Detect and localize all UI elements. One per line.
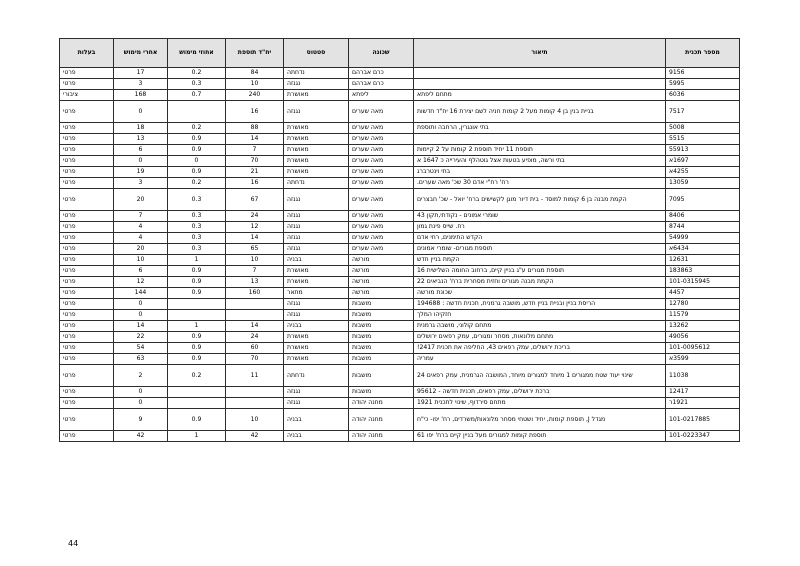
cell-realization-percent: 0.9 [168,145,226,156]
cell-ownership: פרטי [60,178,114,189]
cell-added-units: 67 [226,189,284,211]
cell-realization-percent: 0.9 [168,354,226,365]
cell-added-units: 84 [226,68,284,79]
cell-status: נגנזה [284,79,349,90]
page-number: 44 [68,539,79,548]
cell-ownership: פרטי [60,299,114,310]
cell-neighborhood: מורשה [349,266,414,277]
table-row[interactable] [60,222,740,233]
cell-neighborhood: מושבות [349,321,414,332]
cell-status: מאושרת [284,156,349,167]
cell-added-units: 70 [226,156,284,167]
cell-after-realization: 2 [114,365,168,387]
cell-plan-number: 12780 [666,299,740,310]
cell-realization-percent: 0.2 [168,68,226,79]
cell-plan-number: 54999 [666,233,740,244]
cell-added-units [226,398,284,409]
cell-status: נדחתה [284,68,349,79]
table-row[interactable] [60,79,740,90]
cell-realization-percent: 0.3 [168,222,226,233]
cell-description: תוספת קומות למגורים מעל בניין קיים ברח' יפו 61 [414,431,666,442]
table-row[interactable] [60,101,740,123]
cell-added-units: 14 [226,321,284,332]
cell-description: שינוי יעוד שטח ממגורים 1 מיוחד למגורים מיוחד, המושבה הגרמנית, עמק רפאים 24 [414,365,666,387]
table-row[interactable] [60,266,740,277]
cell-description: מגדל J, תוספת קומות, יחיד ושטחי מסחר מלונאות/משרדים, רח' יפו- כי"ח [414,409,666,431]
cell-status: נגנזה [284,387,349,398]
cell-status: מאושרת [284,123,349,134]
cell-neighborhood: מאה שערים [349,156,414,167]
cell-plan-number: 1921ר [666,398,740,409]
cell-description: רח' רח"י אדם 30 שכ' מאה שערים. [414,178,666,189]
cell-ownership: פרטי [60,431,114,442]
cell-plan-number: 101-0095612 [666,343,740,354]
cell-plan-number: 101-0217885 [666,409,740,431]
cell-description: בתי ורשה, מופיע בטעות אצל גוטהלף והעירייה כ 1647 א [414,156,666,167]
cell-after-realization: 20 [114,189,168,211]
cell-realization-percent: 0.9 [168,266,226,277]
cell-status: בבניה [284,409,349,431]
table-row[interactable] [60,354,740,365]
column-header-plan-number: מספר תכנית [666,39,740,68]
cell-after-realization: 18 [114,123,168,134]
cell-added-units [226,310,284,321]
cell-plan-number: 8406 [666,211,740,222]
cell-added-units: 7 [226,145,284,156]
cell-plan-number: 6434א [666,244,740,255]
cell-after-realization: 0 [114,310,168,321]
cell-added-units: 14 [226,233,284,244]
cell-after-realization: 3 [114,79,168,90]
cell-status: מתאר [284,288,349,299]
cell-description: בתי אונגרין, הרחבה ותוספת [414,123,666,134]
cell-added-units: 13 [226,277,284,288]
cell-plan-number: 1697א [666,156,740,167]
cell-realization-percent: 0.2 [168,365,226,387]
cell-neighborhood: מחנה יהודה [349,431,414,442]
cell-added-units [226,299,284,310]
table-row[interactable] [60,145,740,156]
cell-added-units: 21 [226,167,284,178]
cell-neighborhood: מורשה [349,277,414,288]
cell-after-realization: 144 [114,288,168,299]
cell-ownership: פרטי [60,277,114,288]
cell-description: בתי וינטרברג [414,167,666,178]
table-row[interactable] [60,387,740,398]
cell-after-realization: 63 [114,354,168,365]
cell-plan-number: 7095 [666,189,740,211]
cell-after-realization: 3 [114,178,168,189]
cell-realization-percent: 0.3 [168,233,226,244]
cell-realization-percent: 0 [168,156,226,167]
cell-description: שכונת מורשה [414,288,666,299]
cell-status: נגנזה [284,189,349,211]
cell-ownership: פרטי [60,365,114,387]
table-row[interactable] [60,299,740,310]
cell-neighborhood: מושבות [349,332,414,343]
cell-realization-percent: 1 [168,255,226,266]
table-row[interactable] [60,255,740,266]
cell-neighborhood: מאה שערים [349,211,414,222]
cell-after-realization: 17 [114,68,168,79]
cell-description [414,79,666,90]
cell-description: ברכת ירושלים, עמק רפאים, תכנית חדשה - 95612 [414,387,666,398]
cell-status: נגנזה [284,211,349,222]
cell-status: נגנזה [284,101,349,123]
cell-plan-number: 5008 [666,123,740,134]
table-row[interactable] [60,310,740,321]
cell-realization-percent [168,101,226,123]
cell-added-units: 16 [226,101,284,123]
cell-description: בריכת ירושלים, עמק רפאים 43, החליפה את תכנית 2417! [414,343,666,354]
cell-realization-percent [168,398,226,409]
column-header-realization-percent: אחוזי מימוש [168,39,226,68]
cell-description: שומרי אמונים - נקודתי,תקון 43 [414,211,666,222]
cell-description: חזקיהו המלך [414,310,666,321]
cell-neighborhood: מאה שערים [349,189,414,211]
cell-neighborhood: מושבות [349,354,414,365]
cell-added-units: 70 [226,354,284,365]
cell-status: מאושרת [284,266,349,277]
cell-status: בבניה [284,321,349,332]
cell-plan-number: 55913 [666,145,740,156]
cell-ownership: פרטי [60,244,114,255]
cell-realization-percent: 0.9 [168,409,226,431]
cell-plan-number: 183863 [666,266,740,277]
cell-after-realization: 14 [114,321,168,332]
cell-after-realization: 13 [114,134,168,145]
column-header-description: תיאור [414,39,666,68]
cell-realization-percent: 0.3 [168,211,226,222]
column-header-after-realization: אחרי מימוש [114,39,168,68]
cell-realization-percent: 0.9 [168,332,226,343]
cell-plan-number: 9156 [666,68,740,79]
cell-neighborhood: ליפתא [349,90,414,101]
cell-ownership: פרטי [60,167,114,178]
table-row[interactable] [60,167,740,178]
cell-status: נגנזה [284,244,349,255]
cell-after-realization: 0 [114,299,168,310]
cell-plan-number: 8744 [666,222,740,233]
cell-added-units: 240 [226,90,284,101]
cell-after-realization: 54 [114,343,168,354]
cell-description: רח. שייס פינת גמון [414,222,666,233]
cell-neighborhood: מאה שערים [349,233,414,244]
cell-ownership: פרטי [60,387,114,398]
cell-added-units: 42 [226,431,284,442]
cell-realization-percent: 0.9 [168,343,226,354]
table-header [60,39,740,68]
cell-realization-percent: 0.9 [168,288,226,299]
cell-after-realization: 4 [114,233,168,244]
cell-added-units: 11 [226,365,284,387]
table-row[interactable] [60,321,740,332]
cell-description: הריסת בניין ובניית בניין חדש, מושבה גרמנית, תכנית חדשה : 194688 [414,299,666,310]
cell-neighborhood: מחנה יהודה [349,398,414,409]
cell-plan-number: 6036 [666,90,740,101]
cell-ownership: פרטי [60,189,114,211]
cell-status: מאושרת [284,145,349,156]
cell-added-units: 14 [226,134,284,145]
cell-ownership: פרטי [60,101,114,123]
table-row[interactable] [60,68,740,79]
cell-added-units: 16 [226,178,284,189]
column-header-ownership: בעלות [60,39,114,68]
cell-status: נגנזה [284,398,349,409]
cell-after-realization: 6 [114,145,168,156]
cell-plan-number: 12417 [666,387,740,398]
cell-neighborhood: מאה שערים [349,244,414,255]
column-header-neighborhood: שכונה [349,39,414,68]
cell-plan-number: 101-0315945 [666,277,740,288]
cell-realization-percent: 1 [168,431,226,442]
cell-after-realization: 42 [114,431,168,442]
cell-after-realization: 0 [114,387,168,398]
cell-ownership: פרטי [60,288,114,299]
cell-realization-percent: 0.3 [168,79,226,90]
cell-neighborhood: מורשה [349,255,414,266]
cell-description: תוספת מגורים- שומרי אמונים [414,244,666,255]
cell-realization-percent: 0.7 [168,90,226,101]
table-row[interactable] [60,409,740,431]
cell-after-realization: 19 [114,167,168,178]
cell-ownership: פרטי [60,310,114,321]
cell-plan-number: 12631 [666,255,740,266]
cell-ownership: פרטי [60,123,114,134]
cell-status: בבניה [284,255,349,266]
cell-neighborhood: מורשה [349,288,414,299]
cell-status: מאושרת [284,343,349,354]
cell-status: נגנזה [284,233,349,244]
table-row[interactable] [60,244,740,255]
cell-realization-percent: 0.2 [168,123,226,134]
cell-realization-percent [168,299,226,310]
cell-status: מאושרת [284,167,349,178]
cell-after-realization: 10 [114,255,168,266]
cell-realization-percent: 0.3 [168,244,226,255]
cell-added-units: 12 [226,222,284,233]
cell-neighborhood: מושבות [349,365,414,387]
cell-neighborhood: מחנה יהודה [349,409,414,431]
cell-ownership: פרטי [60,266,114,277]
cell-plan-number: 5515 [666,134,740,145]
cell-realization-percent: 1 [168,321,226,332]
cell-description [414,68,666,79]
cell-plan-number: 13059 [666,178,740,189]
table-row[interactable] [60,123,740,134]
header-row [60,39,740,68]
cell-plan-number: 101-0223347 [666,431,740,442]
cell-after-realization: 0 [114,398,168,409]
cell-plan-number: 3599א [666,354,740,365]
cell-plan-number: 13262 [666,321,740,332]
cell-neighborhood: כרם אברהם [349,79,414,90]
cell-realization-percent [168,310,226,321]
cell-ownership: פרטי [60,409,114,431]
cell-ownership: פרטי [60,145,114,156]
table-row[interactable] [60,398,740,409]
cell-ownership: פרטי [60,343,114,354]
table-row[interactable] [60,134,740,145]
cell-description: בניית בנין בן 4 קומות מעל 2 קומות חניה לשם יצירת 16 יח"ד חדשות [414,101,666,123]
table-row[interactable] [60,288,740,299]
cell-ownership: פרטי [60,68,114,79]
cell-added-units [226,387,284,398]
cell-neighborhood: מאה שערים [349,134,414,145]
cell-added-units: 88 [226,123,284,134]
cell-neighborhood: מאה שערים [349,123,414,134]
cell-plan-number: 4255א [666,167,740,178]
cell-description: מתחם מלונאות, מסחר ומגורים, עמק רפאים ירושלים [414,332,666,343]
cell-realization-percent [168,387,226,398]
cell-plan-number: 11579 [666,310,740,321]
cell-description [414,134,666,145]
table-row[interactable] [60,178,740,189]
cell-added-units: 60 [226,343,284,354]
cell-ownership: פרטי [60,134,114,145]
cell-neighborhood: מאה שערים [349,101,414,123]
column-header-status: סטטוס [284,39,349,68]
cell-after-realization: 22 [114,332,168,343]
cell-status: נדחתה [284,365,349,387]
cell-realization-percent: 0.3 [168,189,226,211]
cell-status: נגנזה [284,299,349,310]
cell-ownership: פרטי [60,79,114,90]
cell-neighborhood: מאה שערים [349,167,414,178]
cell-neighborhood: מושבות [349,387,414,398]
cell-after-realization: 0 [114,156,168,167]
cell-neighborhood: מאה שערים [349,145,414,156]
cell-ownership: פרטי [60,233,114,244]
cell-ownership: פרטי [60,156,114,167]
table-row[interactable] [60,277,740,288]
cell-ownership: פרטי [60,211,114,222]
cell-realization-percent: 0.2 [168,178,226,189]
table-row[interactable] [60,90,740,101]
cell-status: מאושרת [284,332,349,343]
cell-added-units: 10 [226,79,284,90]
cell-ownership: פרטי [60,255,114,266]
cell-added-units: 10 [226,255,284,266]
cell-plan-number: 49056 [666,332,740,343]
cell-after-realization: 20 [114,244,168,255]
cell-ownership: פרטי [60,222,114,233]
cell-after-realization: 9 [114,409,168,431]
cell-ownership: פרטי [60,332,114,343]
cell-status: מאושרת [284,90,349,101]
table-row[interactable] [60,431,740,442]
column-header-added-units: יח"ד תוספת [226,39,284,68]
cell-neighborhood: מאה שערים [349,222,414,233]
cell-status: מאושרת [284,277,349,288]
cell-ownership: פרטי [60,321,114,332]
cell-ownership: ציבורי [60,90,114,101]
cell-neighborhood: כרם אברהם [349,68,414,79]
cell-description: הקדש התימנים, רחי אדם [414,233,666,244]
cell-plan-number: 4457 [666,288,740,299]
cell-plan-number: 7517 [666,101,740,123]
cell-description: הקמת מבנה בן 6 קומות למוסד - בית דיור מוגן לקשישים ברח' יואל - שכ' חבצרים [414,189,666,211]
cell-status: נגנזה [284,310,349,321]
cell-added-units: 160 [226,288,284,299]
cell-status: מאושרת [284,354,349,365]
cell-neighborhood: מאה שערים [349,178,414,189]
table-row[interactable] [60,365,740,387]
cell-status: מאושרת [284,134,349,145]
table-row[interactable] [60,233,740,244]
cell-added-units: 7 [226,266,284,277]
table-row[interactable] [60,211,740,222]
cell-ownership: פרטי [60,398,114,409]
cell-description: מתחם סירדוף, שינוי לתכנית 1921 [414,398,666,409]
cell-description: תוספת מגורים ע"ג בניין קיים, ברחוב החומה השלישית 16 [414,266,666,277]
cell-status: נגנזה [284,222,349,233]
cell-description: מתחם קולוני, מושבה גרמנית [414,321,666,332]
cell-description: תוספת 11 יחיד תוספת 2 קומות על 2 קיימות [414,145,666,156]
cell-added-units: 65 [226,244,284,255]
table-row[interactable] [60,156,740,167]
cell-description: מתחם ליפתא [414,90,666,101]
cell-neighborhood: מושבות [349,310,414,321]
cell-after-realization: 168 [114,90,168,101]
cell-after-realization: 0 [114,101,168,123]
cell-added-units: 24 [226,332,284,343]
cell-description: הקמת בניין חדש [414,255,666,266]
cell-plan-number: 11038 [666,365,740,387]
table-body [60,68,740,442]
cell-after-realization: 6 [114,266,168,277]
cell-description: הקמת מבנה מגורים וחזית מסחרית ברח' הנביאים 22 [414,277,666,288]
cell-realization-percent: 0.9 [168,277,226,288]
cell-status: נדחתה [284,178,349,189]
cell-neighborhood: מושבות [349,343,414,354]
cell-added-units: 10 [226,409,284,431]
cell-realization-percent: 0.9 [168,167,226,178]
table-row[interactable] [60,343,740,354]
planning-table [59,38,740,442]
cell-added-units: 24 [226,211,284,222]
cell-after-realization: 12 [114,277,168,288]
cell-after-realization: 4 [114,222,168,233]
cell-realization-percent: 0.9 [168,134,226,145]
cell-description: עמריה [414,354,666,365]
cell-status: בבניה [284,431,349,442]
cell-after-realization: 7 [114,211,168,222]
table-row[interactable] [60,189,740,211]
cell-plan-number: 5995 [666,79,740,90]
table-row[interactable] [60,332,740,343]
cell-ownership: פרטי [60,354,114,365]
cell-neighborhood: מושבות [349,299,414,310]
